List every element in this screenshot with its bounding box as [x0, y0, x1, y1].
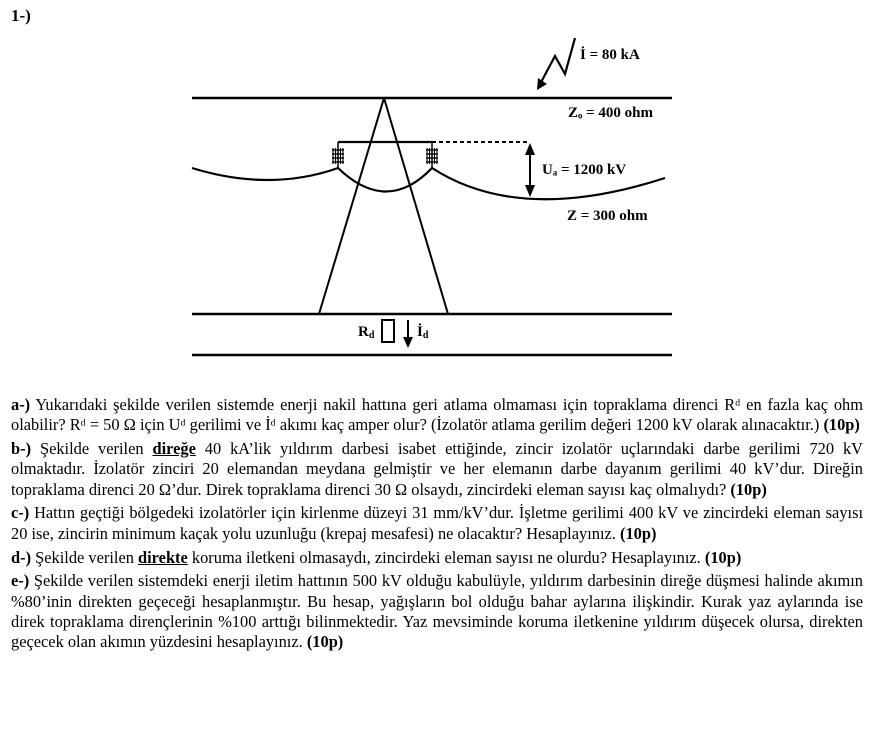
question-b [11, 439, 863, 500]
tower-leg-left [319, 98, 384, 314]
question-body [11, 395, 863, 656]
question-e [11, 571, 863, 652]
question-c-label: c-) [11, 503, 30, 523]
phase-conductor-left [192, 168, 338, 180]
line-impedance-label: Z = 300 ohm [567, 208, 648, 224]
question-number: 1-) [11, 6, 31, 25]
insulator-string-right [426, 142, 438, 168]
lightning-current-label: İ = 80 kA [580, 47, 640, 63]
question-d [11, 548, 863, 568]
question-e-label: e-) [11, 571, 30, 591]
question-b-emphasis: direğe [152, 439, 196, 459]
surge-impedance-label: Zₒ = 400 ohm [568, 105, 653, 121]
question-c-points: (10p) [619, 523, 657, 543]
question-c-text: Hattın geçtiği bölgedeki izolatörler için kirlenme düzeyi 31 mm/kV’dur. İşletme gerilimi 400 kV ve zincirdeki eleman sayısı 20 ise, zincirin minimum kaçak yolu uzunluğu (krepaj mesafesi) ne olacaktır? Hesaplayınız. [11, 503, 863, 543]
question-d-points: (10p) [704, 547, 742, 567]
insulator-string-left [332, 142, 344, 168]
phase-conductor-middle [338, 168, 432, 192]
question-d-post: koruma iletkeni olmasaydı, zincirdeki eleman sayısı ne olurdu? Hesaplayınız. [187, 547, 705, 567]
question-d-pre: Şekilde verilen [31, 547, 139, 567]
question-d-emphasis: direkte [138, 547, 188, 567]
ground-resistance-label: Rd [358, 324, 375, 341]
question-b-post: 40 kA’lik yıldırım darbesi isabet ettiğinde, zincir izolatör uçlarındaki darbe gerilimi 720 kV olmaktadır. İzolatör zinciri 20 elemandan meydana gelmiştir ve her elemanın darbe dayanım gerilimi 40 kV’dur. Direğin topraklama direnci 20 Ω’dur. Direk topraklama direnci 30 Ω olsaydı, zincirdeki eleman sayısı kaç olmalıydı? [11, 439, 863, 499]
question-a-label: a-) [11, 395, 31, 414]
ground-current-arrowhead [403, 337, 413, 348]
question-e-text: Şekilde verilen sistemdeki enerji iletim hattının 500 kV olduğu kabulüyle, yıldırım darbesinin direğe düşmesi halinde akımın %80’inin direkten geçeceği hesaplanmıştır. Bu hesap, yağışların bol olduğu bahar aylarına ilişkindir. Kurak yaz aylarında ise direk topraklama dirençlerinin %100 arttığı bilinmektedir. Yaz mevsiminde koruma iletkenine yıldırım düşecek olursa, direkten geçecek olan akımın yüzdesini hesaplayınız. [11, 571, 863, 652]
question-e-points: (10p) [306, 632, 344, 652]
voltage-label: Uₐ = 1200 kV [542, 162, 627, 178]
ground-current-label: İd [417, 324, 429, 341]
tower-leg-right [384, 98, 448, 314]
question-b-points: (10p) [730, 479, 767, 499]
question-a-text: Yukarıdaki şekilde verilen sistemde enerji nakil hattına geri atlama olmaması için topraklama direnci Rᵈ en fazla kaç ohm olabilir? Rᵈ = 50 Ω için Uᵈ gerilimi ve İᵈ akımı kaç amper olur? (İzolatör atlama gerilim değeri 1200 kV olarak alınacaktır.) [11, 395, 863, 435]
lightning-bolt [539, 38, 575, 86]
question-c [11, 503, 863, 544]
ground-resistor [382, 320, 394, 342]
question-b-label: b-) [11, 439, 32, 459]
question-a [11, 395, 863, 436]
question-d-label: d-) [11, 547, 32, 567]
voltage-arrow-up [525, 143, 535, 155]
voltage-arrow-down [525, 185, 535, 197]
question-b-pre: Şekilde verilen [31, 439, 153, 459]
question-a-points: (10p) [823, 415, 860, 435]
